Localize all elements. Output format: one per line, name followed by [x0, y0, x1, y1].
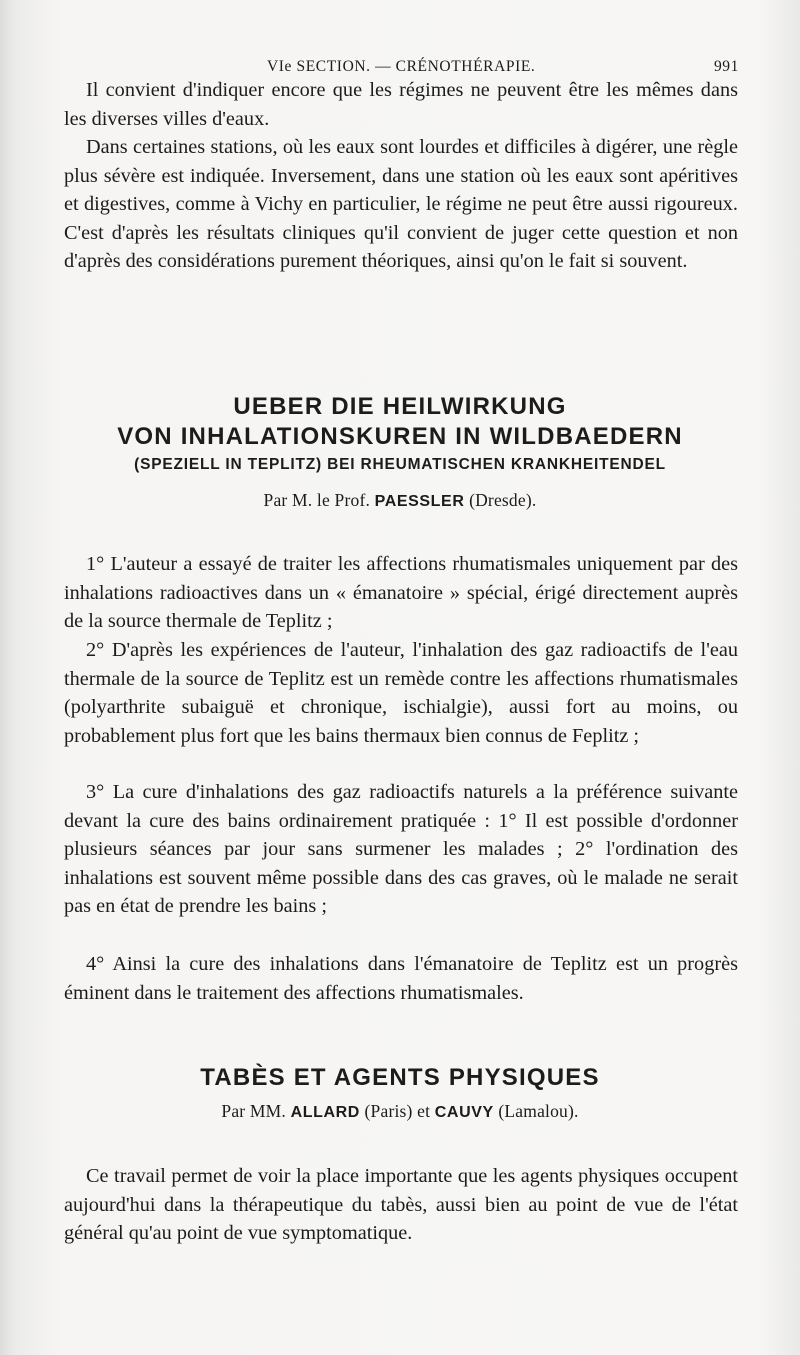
article1-paragraph-2: 2° D'après les expériences de l'auteur, l'inhalation des gaz radioactifs de l'eau thermale de la source de Teplitz est un remède contre les affections rhumatismales (polyarthrite subaiguë et chronique, ischialgie), aussi fort au moins, ou probablement plus fort que les bains thermaux bien connus de Feplitz ;	[64, 639, 738, 747]
article1-paragraph-3: 3° La cure d'inhalations des gaz radioactifs naturels a la préférence suivante devant la cure des bains ordinairement pratiquée : 1° Il est possible d'ordonner plusieurs séances par jour sans surmener les malades ; 2° l'ordination des inhalations est souvent même possible dans des cas graves, où le malade ne serait pas en état de prendre les bains ;	[64, 781, 738, 918]
section-title: VIe SECTION. — CRÉNOTHÉRAPIE.	[267, 58, 536, 75]
article1-title-line2: VON INHALATIONSKUREN IN WILDBAEDERN	[117, 423, 683, 450]
article1-paragraph-1: 1° L'auteur a essayé de traiter les affections rhumatismales uniquement par des inhalations radioactives dans un « émanatoire » spécial, érigé directement auprès de la source thermale de Teplitz ;	[64, 553, 738, 633]
author1-name: ALLARD	[290, 1104, 360, 1121]
author-name: PAESSLER	[374, 493, 465, 510]
article2-title: TABÈS ET AGENTS PHYSIQUES	[200, 1064, 600, 1091]
page-number: 991	[713, 58, 739, 75]
author-place: (Dresde).	[469, 490, 537, 510]
author2-name: CAUVY	[434, 1104, 494, 1121]
article1-title-line3: (SPEZIELL IN TEPLITZ) BEI RHEUMATISCHEN KRANKHEITENDEL	[134, 456, 666, 473]
author1-place: (Paris) et	[364, 1101, 431, 1121]
article2-byline	[60, 1101, 740, 1122]
intro-paragraph-1: Il convient d'indiquer encore que les régimes ne peuvent être les mêmes dans les diverses villes d'eaux.	[64, 79, 738, 130]
article1-paragraph-4: 4° Ainsi la cure des inhalations dans l'émanatoire de Teplitz est un progrès éminent dans le traitement des affections rhumatismales.	[64, 953, 738, 1004]
article2-paragraph: Ce travail permet de voir la place importante que les agents physiques occupent aujourd'hui dans la thérapeutique du tabès, aussi bien au point de vue de l'état général qu'au point de vue symptomatique.	[64, 1165, 738, 1245]
article1-byline	[60, 490, 740, 511]
article1-title-line1: UEBER DIE HEILWIRKUNG	[233, 393, 567, 420]
author2-place: (Lamalou).	[498, 1101, 579, 1121]
intro-paragraph-2: Dans certaines stations, où les eaux sont lourdes et difficiles à digérer, une règle plus sévère est indiquée. Inversement, dans une station où les eaux sont apéritives et digestives, comme à Vichy en particulier, le régime ne peut être aussi rigoureux. C'est d'après les résultats cliniques qu'il convient de juger cette question et non d'après des considérations purement théoriques, ainsi qu'on le fait si souvent.	[64, 136, 738, 273]
byline-prefix: Par M. le Prof.	[263, 490, 371, 510]
byline-prefix: Par MM.	[221, 1101, 286, 1121]
